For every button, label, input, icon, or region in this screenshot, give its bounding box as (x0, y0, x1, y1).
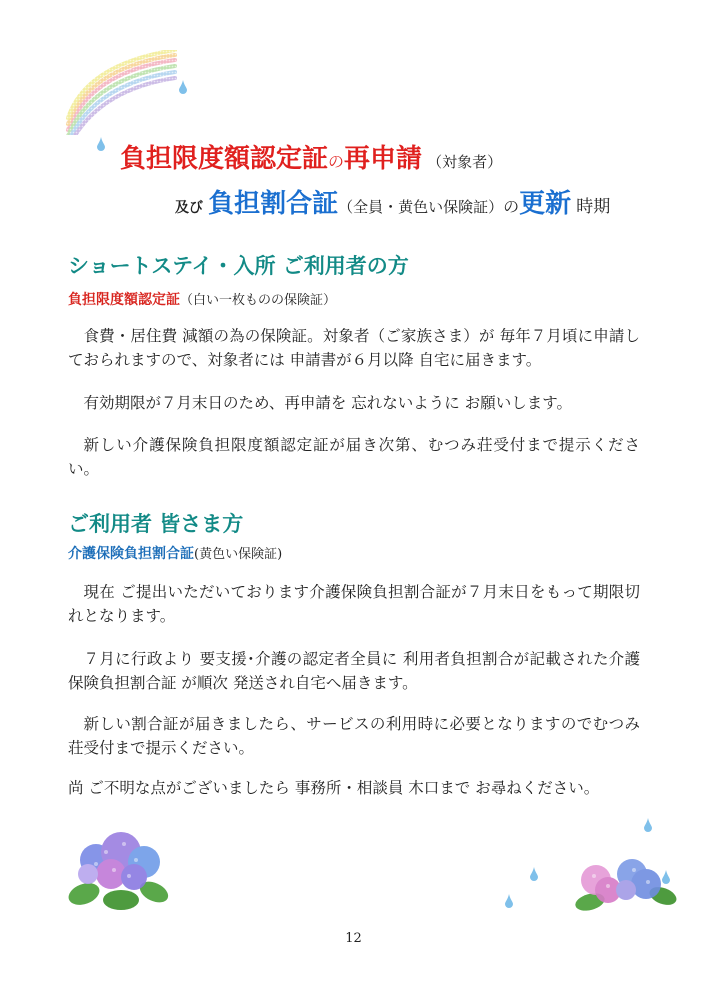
closing-paragraph: 尚 ご不明な点がございましたら 事務所・相談員 木口まで お尋ねください。 (68, 779, 600, 797)
title-particle: の (328, 152, 345, 171)
sub-heading-note: (黄色い保険証) (194, 547, 283, 562)
sub-heading-limit-certificate (68, 289, 336, 309)
hydrangea-illustration (568, 852, 683, 914)
title-conjunction: 及び (175, 200, 203, 216)
raindrop-icon (530, 867, 538, 881)
paragraph: 有効期限が７月末日のため、再申請を 忘れないように お願いします。 (83, 394, 572, 412)
title-reapplication-label: 再申請 (344, 144, 423, 174)
raindrop-icon (179, 80, 187, 94)
rainbow-illustration (60, 50, 180, 135)
paragraph: 現在 ご提出いただいております介護保険負担割合証が７月末日をもって期限切れとなります。 (68, 583, 640, 625)
section-heading-shortstay: ショートステイ・入所 ご利用者の方 (68, 254, 409, 278)
main-title-line-2 (175, 183, 610, 220)
raindrop-icon (97, 137, 105, 151)
title-renewal-label: 更新 (519, 189, 572, 219)
paragraph: 新しい介護保険負担限度額認定証が届き次第、むつみ荘受付まで提示ください。 (68, 436, 640, 478)
title-target-note: （対象者） (427, 153, 503, 171)
title-ratio-certificate-label: 負担割合証 (208, 189, 339, 219)
title-certificate-label: 負担限度額認定証 (120, 144, 329, 174)
raindrop-icon (505, 894, 513, 908)
sub-heading-label: 介護保険負担割合証 (68, 546, 194, 562)
hydrangea-illustration (66, 822, 176, 914)
sub-heading-ratio-certificate (68, 543, 282, 563)
raindrop-icon (644, 818, 652, 832)
paragraph: ７月に行政より 要支援･介護の認定者全員に 利用者負担割合が記載された介護 保険負担割合証 が順次 発送され自宅へ届きます。 (68, 650, 640, 692)
title-all-note: （全員・黄色い保険証） (338, 198, 504, 216)
paragraph: 新しい割合証が届きましたら、サービスの利用時に必要となりますのでむつみ荘受付まで提示ください。 (68, 715, 640, 757)
title-particle: の (503, 197, 520, 216)
paragraph: 食費・居住費 減額の為の保険証。対象者（ご家族さま）が 毎年７月頃に申請しておられますので、対象者には 申請書が６月以降 自宅に届きます。 (68, 327, 640, 369)
title-period-label: 時期 (576, 197, 611, 217)
section-heading-all-users: ご利用者 皆さま方 (68, 512, 244, 536)
main-title-line-1 (120, 138, 502, 175)
page-number: 12 (345, 931, 362, 946)
sub-heading-note: （白い一枚ものの保険証） (180, 293, 337, 308)
sub-heading-label: 負担限度額認定証 (68, 292, 180, 308)
